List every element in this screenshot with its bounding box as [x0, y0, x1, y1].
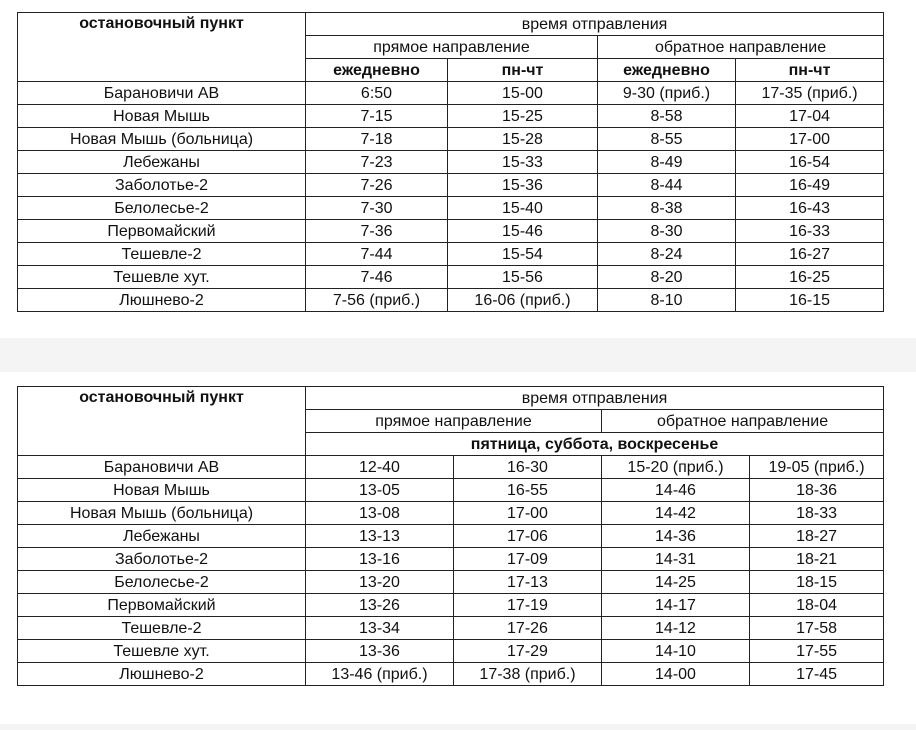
departure-time-cell: 16-15	[736, 289, 884, 312]
departure-time-cell: 8-44	[598, 174, 736, 197]
stop-name-cell: Первомайский	[18, 594, 306, 617]
table-row	[18, 663, 884, 686]
departure-time-cell: 17-00	[736, 128, 884, 151]
weekday-schedule-body	[18, 13, 884, 312]
departure-time-cell: 7-26	[306, 174, 448, 197]
departure-time-cell: 15-00	[448, 82, 598, 105]
departure-time-cell: 7-46	[306, 266, 448, 289]
days-header-fri-sun: пятница, суббота, воскресенье	[306, 433, 884, 456]
departure-time-cell: 13-20	[306, 571, 454, 594]
departure-time-header: время отправления	[306, 13, 884, 36]
departure-time-cell: 17-00	[454, 502, 602, 525]
table-row	[18, 640, 884, 663]
departure-time-cell: 14-42	[602, 502, 750, 525]
departure-time-cell: 17-26	[454, 617, 602, 640]
stop-name-cell: Заболотье-2	[18, 174, 306, 197]
departure-time-cell: 13-36	[306, 640, 454, 663]
departure-time-cell: 13-34	[306, 617, 454, 640]
departure-time-cell: 14-31	[602, 548, 750, 571]
departure-time-cell: 15-20 (приб.)	[602, 456, 750, 479]
table-row	[18, 220, 884, 243]
departure-time-cell: 16-55	[454, 479, 602, 502]
departure-time-cell: 18-33	[750, 502, 884, 525]
departure-time-cell: 16-49	[736, 174, 884, 197]
stop-name-cell: Белолесье-2	[18, 571, 306, 594]
departure-time-cell: 13-08	[306, 502, 454, 525]
departure-time-cell: 7-23	[306, 151, 448, 174]
departure-time-cell: 8-24	[598, 243, 736, 266]
stop-name-cell: Барановичи АВ	[18, 456, 306, 479]
departure-time-cell: 18-36	[750, 479, 884, 502]
table-row	[18, 594, 884, 617]
departure-time-cell: 7-36	[306, 220, 448, 243]
departure-time-cell: 16-30	[454, 456, 602, 479]
departure-time-cell: 14-00	[602, 663, 750, 686]
stop-name-cell: Тешевле-2	[18, 617, 306, 640]
departure-time-cell: 8-49	[598, 151, 736, 174]
departure-time-cell: 16-43	[736, 197, 884, 220]
departure-time-cell: 15-40	[448, 197, 598, 220]
stop-name-cell: Люшнево-2	[18, 289, 306, 312]
table-row	[18, 456, 884, 479]
departure-time-cell: 16-25	[736, 266, 884, 289]
table-row	[18, 289, 884, 312]
departure-time-cell: 17-06	[454, 525, 602, 548]
stop-name-cell: Первомайский	[18, 220, 306, 243]
departure-time-cell: 19-05 (приб.)	[750, 456, 884, 479]
return-direction-header: обратное направление	[598, 36, 884, 59]
departure-time-cell: 17-45	[750, 663, 884, 686]
departure-time-cell: 18-21	[750, 548, 884, 571]
days-header-return-daily: ежедневно	[598, 59, 736, 82]
departure-time-cell: 8-58	[598, 105, 736, 128]
departure-time-cell: 18-15	[750, 571, 884, 594]
departure-time-cell: 13-16	[306, 548, 454, 571]
departure-time-cell: 7-18	[306, 128, 448, 151]
departure-time-cell: 13-46 (приб.)	[306, 663, 454, 686]
table-row	[18, 174, 884, 197]
departure-time-cell: 16-33	[736, 220, 884, 243]
stop-name-cell: Тешевле-2	[18, 243, 306, 266]
departure-time-cell: 7-15	[306, 105, 448, 128]
forward-direction-header: прямое направление	[306, 410, 602, 433]
departure-time-cell: 17-04	[736, 105, 884, 128]
departure-time-cell: 15-56	[448, 266, 598, 289]
departure-time-cell: 17-35 (приб.)	[736, 82, 884, 105]
departure-time-cell: 17-29	[454, 640, 602, 663]
departure-time-cell: 14-25	[602, 571, 750, 594]
table-row	[18, 243, 884, 266]
table-row	[18, 266, 884, 289]
departure-time-cell: 14-46	[602, 479, 750, 502]
return-direction-header: обратное направление	[602, 410, 884, 433]
departure-time-cell: 15-36	[448, 174, 598, 197]
table-row	[18, 128, 884, 151]
weekday-schedule-table	[17, 12, 884, 312]
departure-time-cell: 7-56 (приб.)	[306, 289, 448, 312]
departure-time-cell: 14-36	[602, 525, 750, 548]
departure-time-cell: 15-33	[448, 151, 598, 174]
days-header-return-mon-thu: пн-чт	[736, 59, 884, 82]
departure-time-cell: 14-12	[602, 617, 750, 640]
table-row	[18, 151, 884, 174]
weekend-schedule-panel	[0, 372, 916, 724]
table-row	[18, 197, 884, 220]
departure-time-cell: 8-55	[598, 128, 736, 151]
departure-time-cell: 13-13	[306, 525, 454, 548]
stop-name-cell: Белолесье-2	[18, 197, 306, 220]
departure-time-cell: 17-09	[454, 548, 602, 571]
stop-name-cell: Заболотье-2	[18, 548, 306, 571]
header-row-title	[18, 13, 884, 36]
departure-time-cell: 15-46	[448, 220, 598, 243]
stop-column-header: остановочный пункт	[18, 387, 306, 456]
departure-time-cell: 16-54	[736, 151, 884, 174]
departure-time-cell: 17-19	[454, 594, 602, 617]
table-row	[18, 525, 884, 548]
departure-time-cell: 9-30 (приб.)	[598, 82, 736, 105]
departure-time-cell: 8-38	[598, 197, 736, 220]
departure-time-cell: 17-38 (приб.)	[454, 663, 602, 686]
table-row	[18, 479, 884, 502]
stop-name-cell: Барановичи АВ	[18, 82, 306, 105]
departure-time-cell: 15-28	[448, 128, 598, 151]
departure-time-cell: 13-05	[306, 479, 454, 502]
stop-name-cell: Тешевле хут.	[18, 640, 306, 663]
departure-time-cell: 16-27	[736, 243, 884, 266]
departure-time-cell: 13-26	[306, 594, 454, 617]
departure-time-cell: 14-10	[602, 640, 750, 663]
departure-time-cell: 7-44	[306, 243, 448, 266]
departure-time-cell: 16-06 (приб.)	[448, 289, 598, 312]
departure-time-cell: 14-17	[602, 594, 750, 617]
departure-time-cell: 17-58	[750, 617, 884, 640]
departure-time-cell: 18-27	[750, 525, 884, 548]
departure-time-cell: 7-30	[306, 197, 448, 220]
departure-time-cell: 18-04	[750, 594, 884, 617]
weekend-schedule-body	[18, 387, 884, 686]
departure-time-cell: 17-13	[454, 571, 602, 594]
days-header-forward-daily: ежедневно	[306, 59, 448, 82]
days-header-forward-mon-thu: пн-чт	[448, 59, 598, 82]
stop-name-cell: Лебежаны	[18, 525, 306, 548]
departure-time-cell: 12-40	[306, 456, 454, 479]
departure-time-cell: 15-25	[448, 105, 598, 128]
departure-time-cell: 15-54	[448, 243, 598, 266]
table-row	[18, 105, 884, 128]
stop-name-cell: Новая Мышь	[18, 105, 306, 128]
departure-time-cell: 17-55	[750, 640, 884, 663]
stop-column-header: остановочный пункт	[18, 13, 306, 82]
weekday-schedule-panel	[0, 0, 916, 338]
weekend-schedule-table	[17, 386, 884, 686]
departure-time-cell: 6:50	[306, 82, 448, 105]
stop-name-cell: Новая Мышь (больница)	[18, 502, 306, 525]
departure-time-cell: 8-20	[598, 266, 736, 289]
table-row	[18, 548, 884, 571]
table-row	[18, 82, 884, 105]
stop-name-cell: Лебежаны	[18, 151, 306, 174]
stop-name-cell: Тешевле хут.	[18, 266, 306, 289]
table-row	[18, 571, 884, 594]
departure-time-cell: 8-10	[598, 289, 736, 312]
forward-direction-header: прямое направление	[306, 36, 598, 59]
departure-time-header: время отправления	[306, 387, 884, 410]
stop-name-cell: Новая Мышь (больница)	[18, 128, 306, 151]
table-row	[18, 502, 884, 525]
stop-name-cell: Новая Мышь	[18, 479, 306, 502]
departure-time-cell: 8-30	[598, 220, 736, 243]
header-row-title	[18, 387, 884, 410]
table-row	[18, 617, 884, 640]
stop-name-cell: Люшнево-2	[18, 663, 306, 686]
